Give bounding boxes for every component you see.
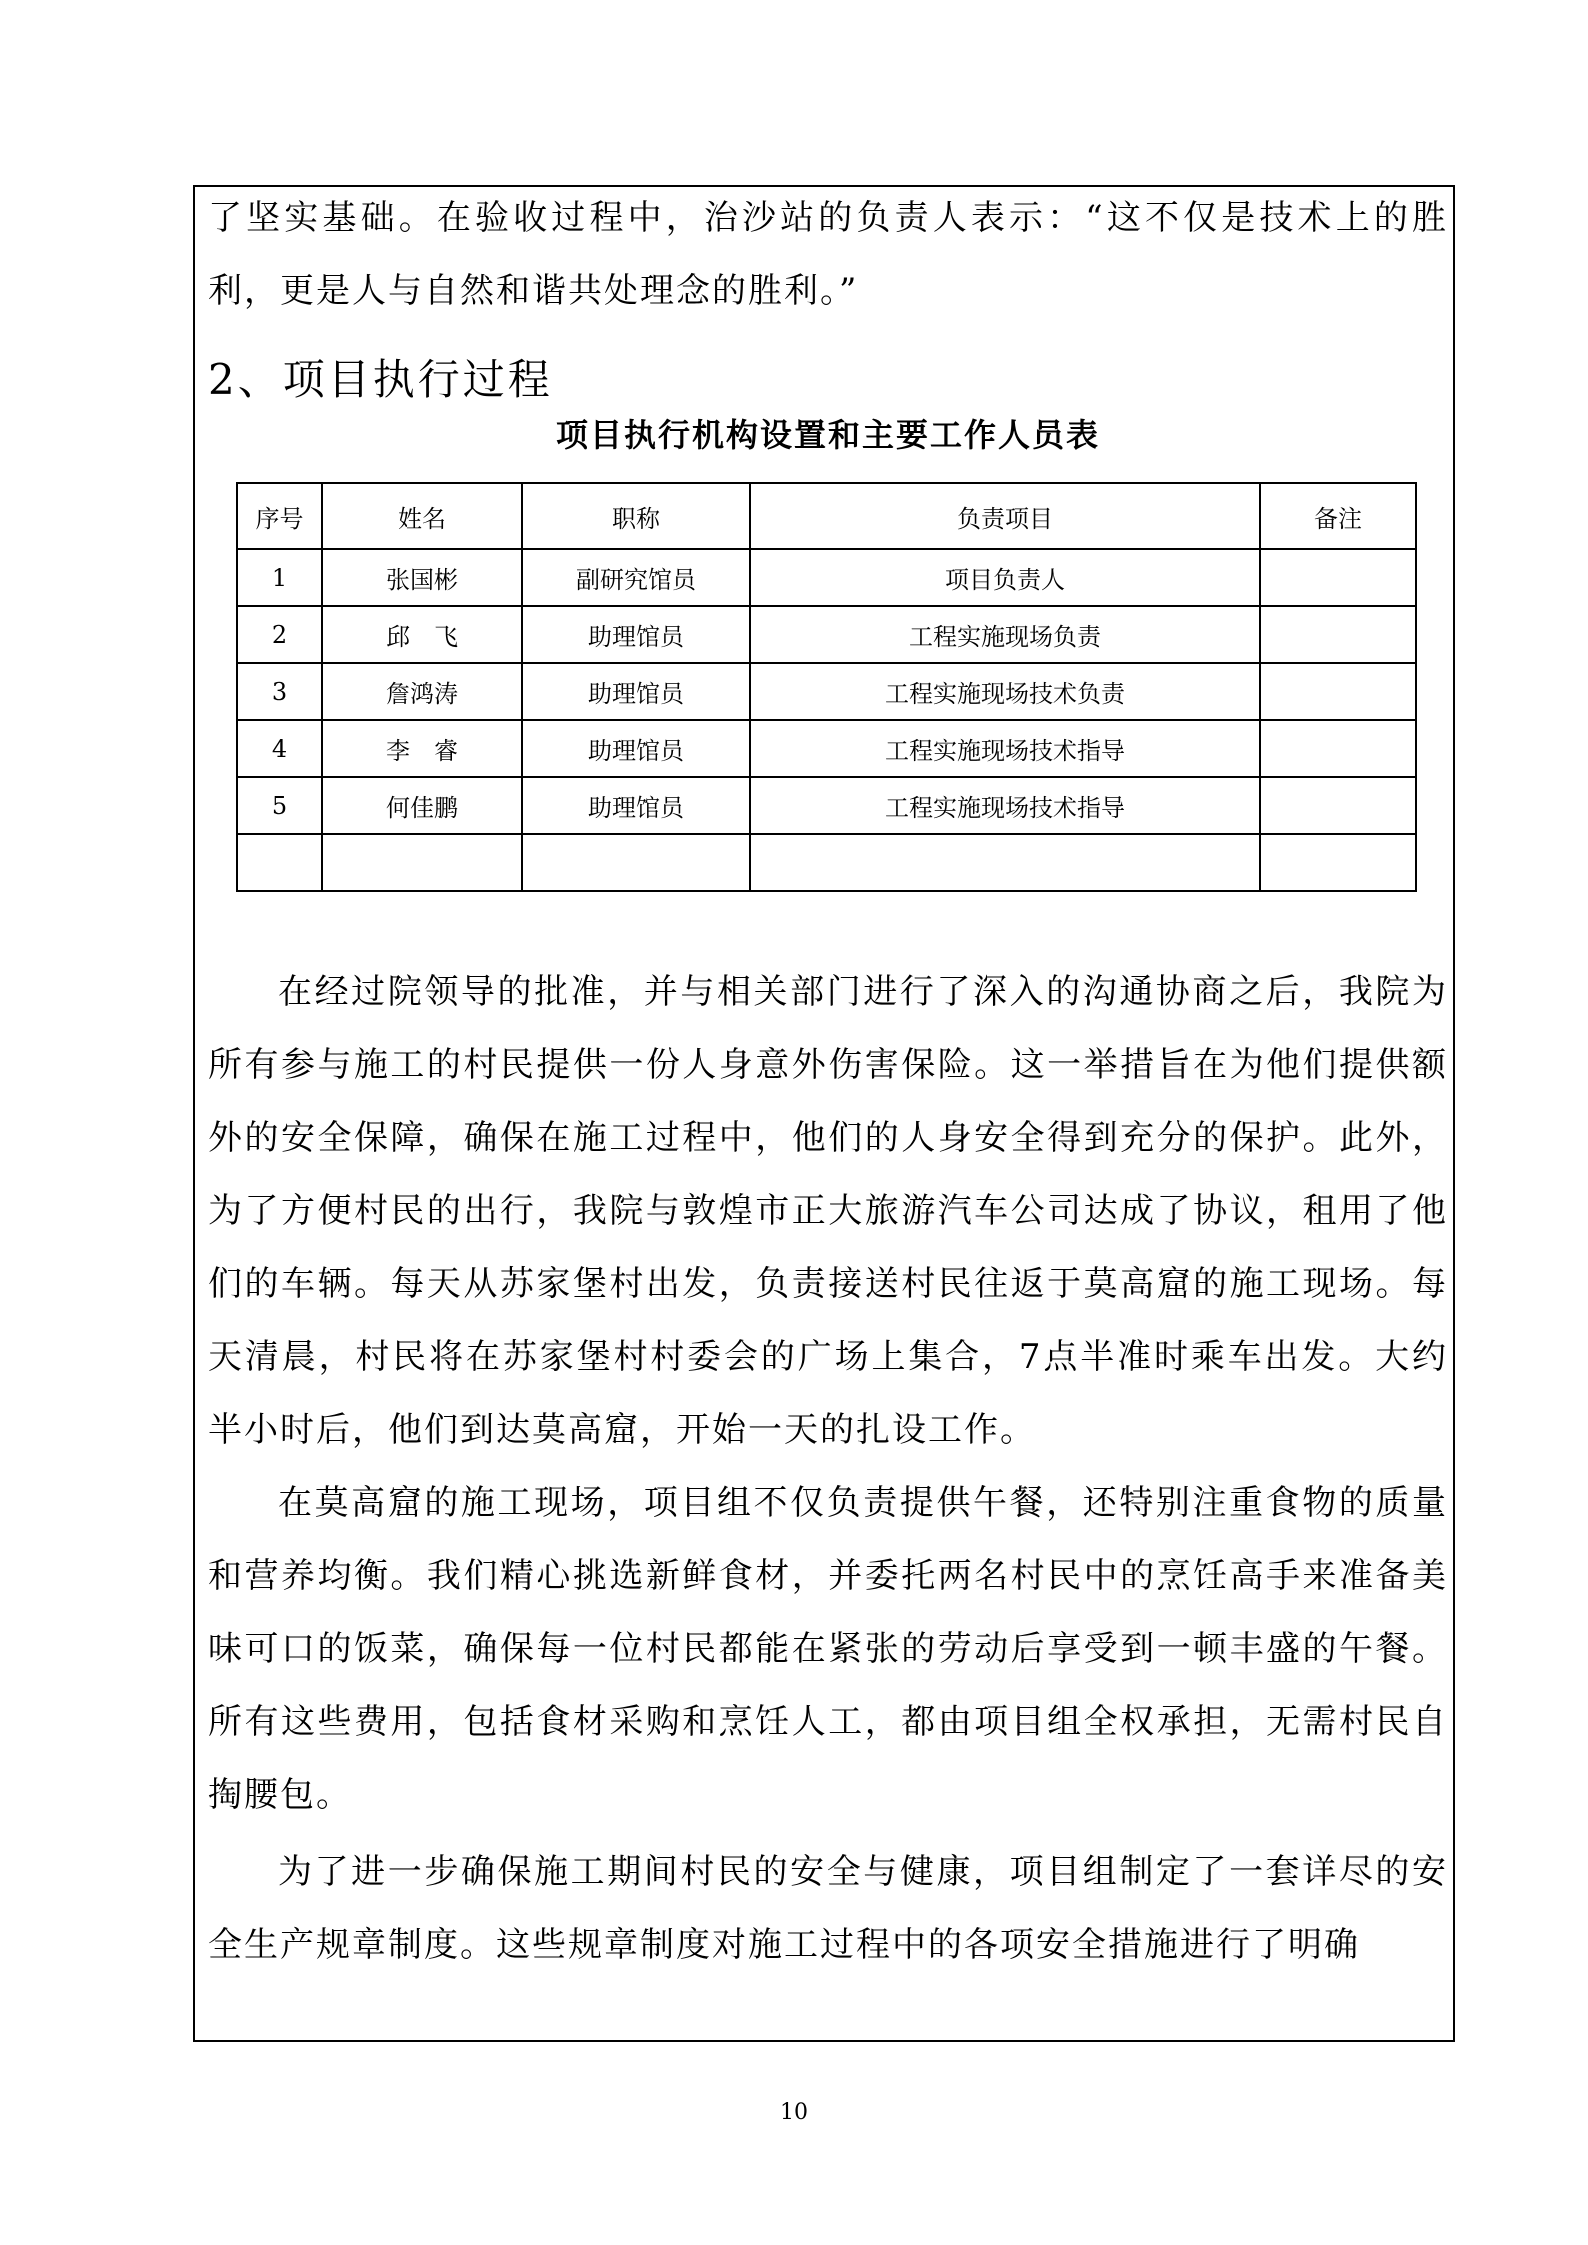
cell-name: 李 睿 <box>322 720 522 777</box>
header-name: 姓名 <box>322 483 522 549</box>
staff-table <box>236 482 1417 892</box>
cell-index: 1 <box>237 549 322 606</box>
table-row <box>237 720 1416 777</box>
body-paragraph-safety-rules: 为了进一步确保施工期间村民的安全与健康，项目组制定了一套详尽的安全生产规章制度。这些规章制度对施工过程中的各项安全措施进行了明确 <box>208 1852 1448 1965</box>
header-responsibility: 负责项目 <box>750 483 1260 549</box>
section-heading: 2、项目执行过程 <box>208 355 553 404</box>
cell-remarks <box>1260 834 1416 891</box>
table-row-empty <box>237 834 1416 891</box>
cell-name: 何佳鹏 <box>322 777 522 834</box>
table-row <box>237 606 1416 663</box>
header-index: 序号 <box>237 483 322 549</box>
cell-responsibility: 工程实施现场负责 <box>750 606 1260 663</box>
table-row <box>237 549 1416 606</box>
cell-remarks <box>1260 720 1416 777</box>
intro-paragraph: 了坚实基础。在验收过程中，治沙站的负责人表示：“这不仅是技术上的胜利，更是人与自然和谐共处理念的胜利。” <box>208 198 1448 311</box>
cell-title <box>522 834 750 891</box>
cell-index: 2 <box>237 606 322 663</box>
header-title: 职称 <box>522 483 750 549</box>
cell-responsibility: 工程实施现场技术负责 <box>750 663 1260 720</box>
table-title: 项目执行机构设置和主要工作人员表 <box>555 416 1100 454</box>
cell-remarks <box>1260 606 1416 663</box>
cell-index: 4 <box>237 720 322 777</box>
body-paragraph-lunch: 在莫高窟的施工现场，项目组不仅负责提供午餐，还特别注重食物的质量和营养均衡。我们精心挑选新鲜食材，并委托两名村民中的烹饪高手来准备美味可口的饭菜，确保每一位村民都能在紧张的劳动后享受到一顿丰盛的午餐。所有这些费用，包括食材采购和烹饪人工，都由项目组全权承担，无需村民自掏腰包。 <box>208 1483 1448 1815</box>
cell-title: 助理馆员 <box>522 606 750 663</box>
cell-remarks <box>1260 663 1416 720</box>
cell-title: 副研究馆员 <box>522 549 750 606</box>
cell-responsibility: 工程实施现场技术指导 <box>750 720 1260 777</box>
header-remarks: 备注 <box>1260 483 1416 549</box>
table-header-row <box>237 483 1416 549</box>
table-row <box>237 777 1416 834</box>
cell-index: 3 <box>237 663 322 720</box>
cell-responsibility <box>750 834 1260 891</box>
cell-name: 邱 飞 <box>322 606 522 663</box>
cell-remarks <box>1260 777 1416 834</box>
cell-title: 助理馆员 <box>522 663 750 720</box>
cell-name: 詹鸿涛 <box>322 663 522 720</box>
cell-index <box>237 834 322 891</box>
body-paragraph-insurance-transport: 在经过院领导的批准，并与相关部门进行了深入的沟通协商之后，我院为所有参与施工的村民提供一份人身意外伤害保险。这一举措旨在为他们提供额外的安全保障，确保在施工过程中，他们的人身安全得到充分的保护。此外，为了方便村民的出行，我院与敦煌市正大旅游汽车公司达成了协议，租用了他们的车辆。每天从苏家堡村出发，负责接送村民往返于莫高窟的施工现场。每天清晨，村民将在苏家堡村村委会的广场上集合，7点半准时乘车出发。大约半小时后，他们到达莫高窟，开始一天的扎设工作。 <box>208 972 1448 1450</box>
cell-responsibility: 项目负责人 <box>750 549 1260 606</box>
table-row <box>237 663 1416 720</box>
cell-index: 5 <box>237 777 322 834</box>
cell-title: 助理馆员 <box>522 777 750 834</box>
cell-name: 张国彬 <box>322 549 522 606</box>
cell-name <box>322 834 522 891</box>
cell-title: 助理馆员 <box>522 720 750 777</box>
cell-responsibility: 工程实施现场技术指导 <box>750 777 1260 834</box>
page-number: 10 <box>780 2100 808 2125</box>
cell-remarks <box>1260 549 1416 606</box>
